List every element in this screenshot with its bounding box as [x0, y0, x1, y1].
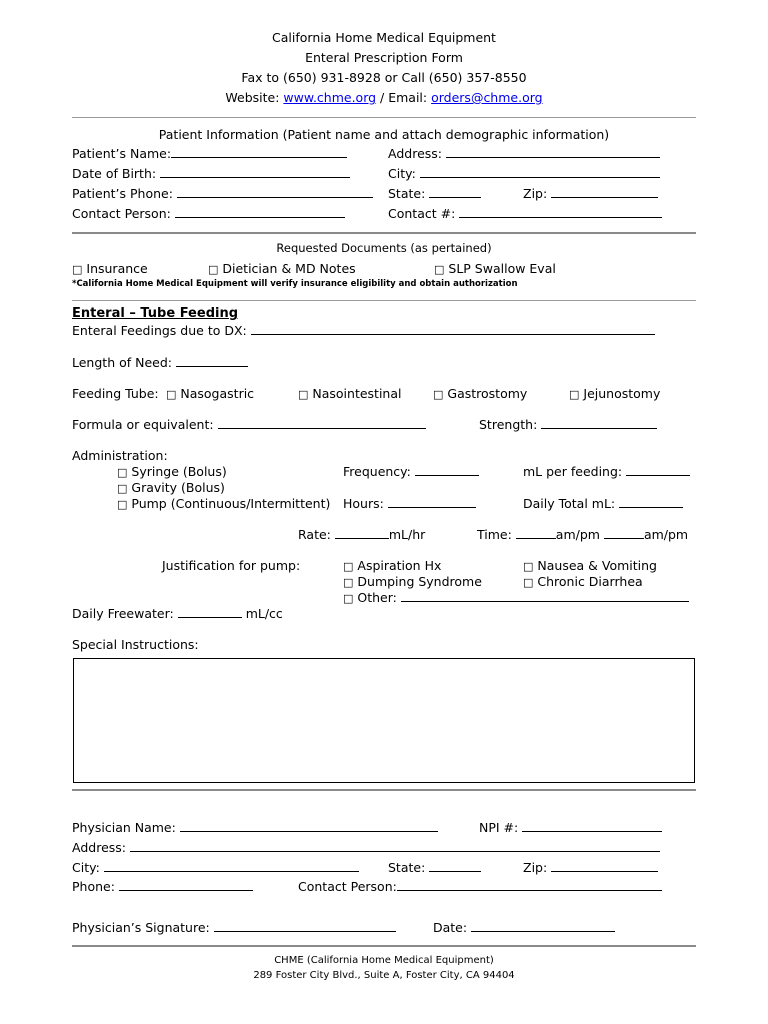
- nasointestinal-label: Nasointestinal: [312, 386, 402, 401]
- patient-phone-label: Patient’s Phone:: [72, 186, 177, 201]
- checkbox-icon[interactable]: □: [433, 388, 444, 401]
- checkbox-icon[interactable]: □: [523, 560, 534, 573]
- dob-line[interactable]: [160, 166, 350, 178]
- patient-phone-line[interactable]: [177, 186, 373, 198]
- formula-field[interactable]: [72, 417, 426, 432]
- address-line[interactable]: [446, 146, 660, 158]
- nasogastric-option[interactable]: [166, 386, 254, 401]
- gravity-option[interactable]: [117, 480, 225, 495]
- divider: [72, 232, 696, 234]
- nausea-label: Nausea & Vomiting: [537, 558, 657, 573]
- patient-name-field[interactable]: [72, 146, 347, 161]
- time-end-ampm: am/pm: [643, 527, 689, 542]
- other-label: Other:: [357, 590, 401, 605]
- npi-line[interactable]: [522, 820, 662, 832]
- footer-company: CHME (California Home Medical Equipment): [274, 955, 494, 966]
- checkbox-icon[interactable]: □: [343, 592, 354, 605]
- physician-contact-line[interactable]: [397, 879, 662, 891]
- checkbox-icon[interactable]: □: [117, 482, 128, 495]
- freewater-field[interactable]: [72, 606, 283, 621]
- strength-line[interactable]: [541, 417, 657, 429]
- dietician-label: Dietician & MD Notes: [222, 261, 356, 276]
- date-field[interactable]: [433, 920, 615, 935]
- checkbox-icon[interactable]: □: [434, 263, 445, 276]
- formula-label: Formula or equivalent:: [72, 417, 218, 432]
- ml-per-feeding-field[interactable]: [523, 464, 690, 479]
- npi-field[interactable]: [479, 820, 662, 835]
- hours-field[interactable]: [343, 496, 476, 511]
- checkbox-icon[interactable]: □: [523, 576, 534, 589]
- time-end-line[interactable]: [604, 527, 644, 539]
- contact-number-field[interactable]: [388, 206, 662, 221]
- slp-label: SLP Swallow Eval: [448, 261, 556, 276]
- divider: [72, 789, 696, 791]
- special-instructions-box[interactable]: [73, 658, 695, 783]
- freewater-label: Daily Freewater:: [72, 606, 178, 621]
- daily-total-line[interactable]: [619, 496, 683, 508]
- checkbox-icon[interactable]: □: [343, 560, 354, 573]
- physician-address-line[interactable]: [130, 840, 660, 852]
- physician-state-field[interactable]: [388, 860, 481, 875]
- footer-address: 289 Foster City Blvd., Suite A, Foster City, CA 94404: [253, 970, 515, 981]
- physician-contact-field[interactable]: [298, 879, 662, 894]
- physician-city-field[interactable]: [72, 860, 359, 875]
- freewater-line[interactable]: [178, 606, 242, 618]
- dx-line[interactable]: [251, 323, 655, 335]
- dumping-label: Dumping Syndrome: [357, 574, 482, 589]
- gravity-label: Gravity (Bolus): [131, 480, 225, 495]
- dietician-option[interactable]: [208, 261, 356, 276]
- jejunostomy-option[interactable]: [569, 386, 660, 401]
- physician-name-label: Physician Name:: [72, 820, 180, 835]
- physician-city-label: City:: [72, 860, 104, 875]
- dx-field[interactable]: [72, 323, 655, 338]
- checkbox-icon[interactable]: □: [343, 576, 354, 589]
- website-line: [0, 90, 768, 105]
- daily-total-label: Daily Total mL:: [523, 496, 620, 511]
- city-field[interactable]: [388, 166, 660, 181]
- patient-name-line[interactable]: [171, 146, 347, 158]
- frequency-label: Frequency:: [343, 464, 415, 479]
- physician-zip-label: Zip:: [523, 860, 552, 875]
- fax-line: Fax to (650) 931-8928 or Call (650) 357-8550: [241, 70, 527, 85]
- rate-line[interactable]: [335, 527, 389, 539]
- formula-line[interactable]: [218, 417, 426, 429]
- ml-per-feeding-line[interactable]: [626, 464, 690, 476]
- rate-unit: mL/hr: [388, 527, 426, 542]
- hours-label: Hours:: [343, 496, 388, 511]
- checkbox-icon[interactable]: □: [72, 263, 83, 276]
- insurance-label: Insurance: [86, 261, 148, 276]
- address-field[interactable]: [388, 146, 660, 161]
- zip-line[interactable]: [551, 186, 658, 198]
- diarrhea-label: Chronic Diarrhea: [537, 574, 643, 589]
- other-option[interactable]: [343, 590, 689, 605]
- dx-label: Enteral Feedings due to DX:: [72, 323, 251, 338]
- checkbox-icon[interactable]: □: [117, 466, 128, 479]
- rate-field[interactable]: [298, 527, 425, 542]
- dob-label: Date of Birth:: [72, 166, 161, 181]
- daily-total-field[interactable]: [523, 496, 683, 511]
- npi-label: NPI #:: [479, 820, 523, 835]
- frequency-line[interactable]: [415, 464, 479, 476]
- form-title: Enteral Prescription Form: [305, 50, 463, 65]
- justification-label: Justification for pump:: [162, 558, 301, 573]
- address-label: Address:: [388, 146, 446, 161]
- insurance-option[interactable]: [72, 261, 148, 276]
- dob-field[interactable]: [72, 166, 350, 181]
- physician-address-field[interactable]: [72, 840, 660, 855]
- strength-field[interactable]: [479, 417, 657, 432]
- date-line[interactable]: [471, 920, 615, 932]
- insurance-note: *California Home Medical Equipment will verify insurance eligibility and obtain authorization: [72, 279, 518, 289]
- nausea-option[interactable]: [523, 558, 657, 573]
- freewater-unit: mL/cc: [245, 606, 283, 621]
- signature-label: Physician’s Signature:: [72, 920, 214, 935]
- email-label: / Email:: [376, 90, 432, 105]
- checkbox-icon[interactable]: □: [569, 388, 580, 401]
- physician-name-line[interactable]: [180, 820, 438, 832]
- strength-label: Strength:: [479, 417, 542, 432]
- physician-contact-label: Contact Person:: [298, 879, 397, 894]
- divider: [72, 300, 696, 301]
- state-line[interactable]: [429, 186, 481, 198]
- signature-line[interactable]: [214, 920, 396, 932]
- contact-number-line[interactable]: [459, 206, 662, 218]
- gastrostomy-option[interactable]: [433, 386, 527, 401]
- email-link[interactable]: orders@chme.org: [431, 90, 543, 105]
- checkbox-icon[interactable]: □: [166, 388, 177, 401]
- patient-phone-field[interactable]: [72, 186, 373, 201]
- physician-city-line[interactable]: [104, 860, 359, 872]
- time-start-line[interactable]: [516, 527, 556, 539]
- pump-label: Pump (Continuous/Intermittent): [131, 496, 331, 511]
- physician-phone-label: Phone:: [72, 879, 119, 894]
- other-line[interactable]: [401, 590, 689, 602]
- checkbox-icon[interactable]: □: [208, 263, 219, 276]
- administration-label: Administration:: [72, 448, 168, 463]
- state-label: State:: [388, 186, 430, 201]
- rate-label: Rate:: [298, 527, 335, 542]
- city-label: City:: [388, 166, 420, 181]
- special-instructions-label: Special Instructions:: [72, 637, 199, 652]
- divider: [72, 945, 696, 947]
- state-field[interactable]: [388, 186, 481, 201]
- zip-field[interactable]: [523, 186, 658, 201]
- length-of-need-line[interactable]: [176, 355, 248, 367]
- slp-option[interactable]: [434, 261, 556, 276]
- website-link[interactable]: www.chme.org: [283, 90, 377, 105]
- dumping-option[interactable]: [343, 574, 482, 589]
- syringe-option[interactable]: [117, 464, 227, 479]
- physician-name-field[interactable]: [72, 820, 438, 835]
- time-label: Time:: [477, 527, 516, 542]
- patient-info-heading: Patient Information (Patient name and attach demographic information): [158, 127, 610, 142]
- physician-address-label: Address:: [72, 840, 130, 855]
- contact-number-label: Contact #:: [388, 206, 460, 221]
- physician-phone-line[interactable]: [119, 879, 253, 891]
- length-of-need-field[interactable]: [72, 355, 248, 370]
- pump-option[interactable]: [117, 496, 330, 511]
- physician-phone-field[interactable]: [72, 879, 253, 894]
- checkbox-icon[interactable]: □: [298, 388, 309, 401]
- zip-label: Zip:: [523, 186, 552, 201]
- nasogastric-label: Nasogastric: [180, 386, 255, 401]
- physician-zip-line[interactable]: [551, 860, 658, 872]
- nasointestinal-option[interactable]: [298, 386, 402, 401]
- contact-person-line[interactable]: [175, 206, 345, 218]
- syringe-label: Syringe (Bolus): [131, 464, 227, 479]
- gastrostomy-label: Gastrostomy: [447, 386, 528, 401]
- documents-heading: Requested Documents (as pertained): [276, 241, 492, 255]
- contact-person-label: Contact Person:: [72, 206, 175, 221]
- enteral-heading: Enteral – Tube Feeding: [72, 306, 239, 321]
- frequency-field[interactable]: [343, 464, 479, 479]
- city-line[interactable]: [420, 166, 660, 178]
- date-label: Date:: [433, 920, 472, 935]
- time-start-ampm: am/pm: [555, 527, 600, 542]
- length-of-need-label: Length of Need:: [72, 355, 176, 370]
- physician-zip-field[interactable]: [523, 860, 658, 875]
- contact-person-field[interactable]: [72, 206, 345, 221]
- company-name: California Home Medical Equipment: [272, 30, 496, 45]
- time-field[interactable]: [477, 527, 688, 542]
- hours-line[interactable]: [388, 496, 476, 508]
- physician-state-label: State:: [388, 860, 430, 875]
- aspiration-option[interactable]: [343, 558, 441, 573]
- diarrhea-option[interactable]: [523, 574, 643, 589]
- website-label: Website:: [225, 90, 284, 105]
- aspiration-label: Aspiration Hx: [357, 558, 442, 573]
- jejunostomy-label: Jejunostomy: [583, 386, 661, 401]
- checkbox-icon[interactable]: □: [117, 498, 128, 511]
- physician-state-line[interactable]: [429, 860, 481, 872]
- signature-field[interactable]: [72, 920, 396, 935]
- divider: [72, 117, 696, 118]
- feeding-tube-label: Feeding Tube:: [72, 386, 159, 401]
- patient-name-label: Patient’s Name:: [72, 146, 172, 161]
- ml-per-feeding-label: mL per feeding:: [523, 464, 627, 479]
